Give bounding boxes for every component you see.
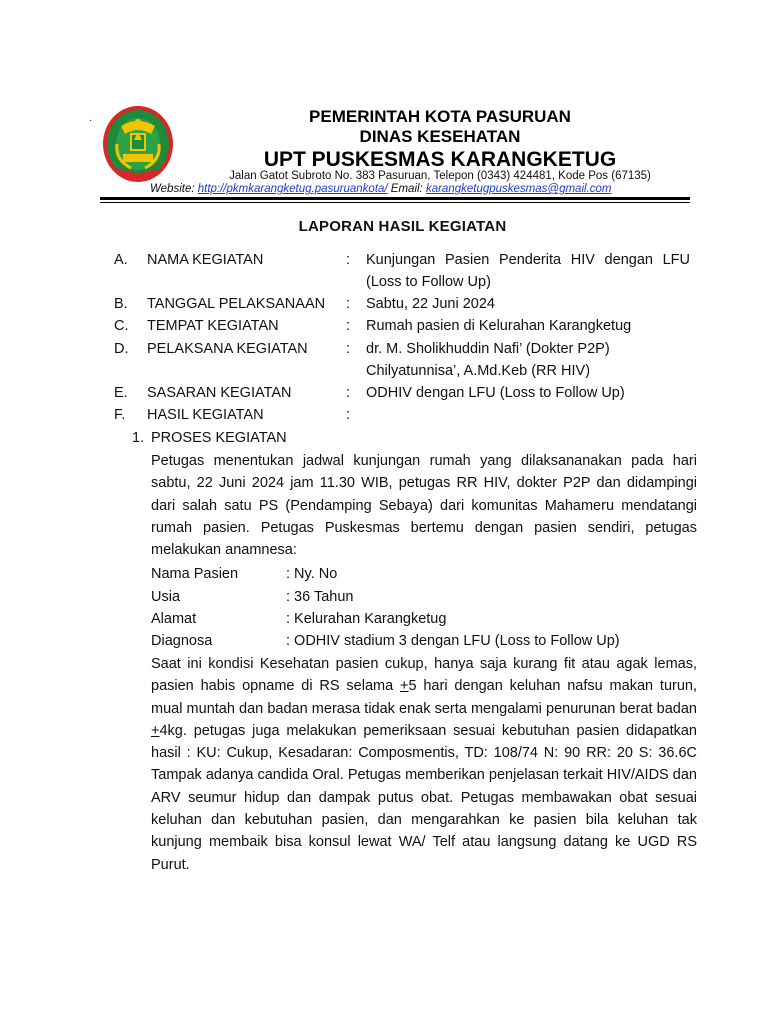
field-colon: :	[346, 296, 351, 312]
field-letter: D.	[114, 341, 129, 357]
patient-label: Usia	[151, 589, 181, 605]
result-paragraph	[151, 653, 697, 876]
field-label: NAMA KEGIATAN	[147, 252, 264, 268]
letterhead-address: Jalan Gatot Subroto No. 383 Pasuruan, Telepon (0343) 424481, Kode Pos (67135)	[229, 170, 651, 182]
field-letter: B.	[114, 296, 128, 312]
result-text-part1: Saat ini kondisi Kesehatan pasien cukup, hanya saja kurang fit atau agak lemas, pasien habis opname di RS selama	[151, 656, 697, 695]
section-number: 1.	[132, 430, 145, 446]
field-value: Rumah pasien di Kelurahan Karangketug	[366, 318, 632, 334]
field-colon: :	[346, 318, 351, 334]
field-label: HASIL KEGIATAN	[147, 407, 264, 423]
patient-value: : ODHIV stadium 3 dengan LFU (Loss to Follow Up)	[286, 633, 620, 649]
field-colon: :	[346, 252, 351, 268]
field-colon: :	[346, 407, 351, 423]
result-text	[151, 653, 697, 876]
field-letter: A.	[114, 252, 128, 268]
result-text-part3: 4kg. petugas juga melakukan pemeriksaan sesuai kebutuhan pasien didapatkan hasil : KU: Cukup, Kesadaran: Composmentis, TD: 108/74 N: 90 RR: 20 S: 36.6C Tampak adanya candida Oral. Petugas memberikan penjelasan terkait HIV/AIDS dan ARV seumur hidup dan dampak putus obat. Petugas membawakan obat sesuai keluhan dan kebutuhan pasien, dan mengarahkan ke pasien bila keluhan tak kunjung membaik bisa konsul lewat WA/ Telf atau langsung datang ke UGD RS Purut.	[151, 722, 697, 873]
report-title: LAPORAN HASIL KEGIATAN	[298, 218, 507, 235]
field-value: ODHIV dengan LFU (Loss to Follow Up)	[366, 385, 625, 401]
patient-label: Diagnosa	[151, 633, 213, 649]
field-value-cont: Chilyatunnisa’, A.Md.Keb (RR HIV)	[366, 363, 591, 379]
field-label: PELAKSANA KEGIATAN	[147, 341, 308, 357]
email-label: Email:	[387, 183, 426, 195]
field-letter: E.	[114, 385, 128, 401]
website-link[interactable]: http://pkmkarangketug.pasuruankota/	[197, 183, 388, 195]
field-label: TEMPAT KEGIATAN	[147, 318, 279, 334]
letterhead-rule-thick	[100, 197, 690, 200]
letterhead-contact	[150, 183, 612, 195]
field-value: Kunjungan Pasien Penderita HIV dengan LFU	[366, 252, 690, 268]
letterhead-institution: UPT PUSKESMAS KARANGKETUG	[263, 148, 617, 171]
field-colon: :	[346, 385, 351, 401]
field-value-cont: (Loss to Follow Up)	[366, 274, 491, 290]
patient-value: : 36 Tahun	[286, 589, 354, 605]
letterhead-department: DINAS KESEHATAN	[359, 127, 521, 146]
letterhead-government: PEMERINTAH KOTA PASURUAN	[309, 107, 571, 126]
field-label: SASARAN KEGIATAN	[147, 385, 292, 401]
field-label: TANGGAL PELAKSANAAN	[147, 296, 326, 312]
patient-value: : Kelurahan Karangketug	[286, 611, 447, 627]
section-title: PROSES KEGIATAN	[151, 430, 287, 446]
website-label: Website:	[150, 183, 198, 195]
patient-label: Nama Pasien	[151, 566, 239, 582]
intro-paragraph	[151, 450, 697, 561]
field-letter: F.	[114, 407, 126, 423]
intro-text: Petugas menentukan jadwal kunjungan rumah yang dilaksananakan pada hari sabtu, 22 Juni 2024 jam 11.30 WIB, petugas RR HIV, dokter P2P dan didampingi dari salah satu PS (Pendamping Sebaya) dari komunitas Mahameru mendatangi rumah pasien. Petugas Puskesmas bertemu dengan pasien sendiri, petugas melakukan anamnesa:	[151, 453, 697, 559]
field-colon: :	[346, 341, 351, 357]
stray-dot: ·	[89, 115, 93, 126]
plus-minus-sign: +	[151, 722, 160, 739]
plus-minus-sign: +	[400, 678, 409, 695]
result-text-part2: 5 hari dengan keluhan nafsu makan turun, mual muntah dan badan merasa tidak enak serta mengalami penurunan berat badan	[151, 678, 697, 717]
field-letter: C.	[114, 318, 129, 334]
patient-value: : Ny. No	[286, 566, 338, 582]
field-value: Sabtu, 22 Juni 2024	[366, 296, 495, 312]
patient-label: Alamat	[151, 611, 197, 627]
field-value: dr. M. Sholikhuddin Nafi’ (Dokter P2P)	[366, 341, 610, 357]
letterhead-rule-thin	[100, 202, 690, 203]
email-link[interactable]: karangketugpuskesmas@gmail.com	[425, 183, 612, 195]
